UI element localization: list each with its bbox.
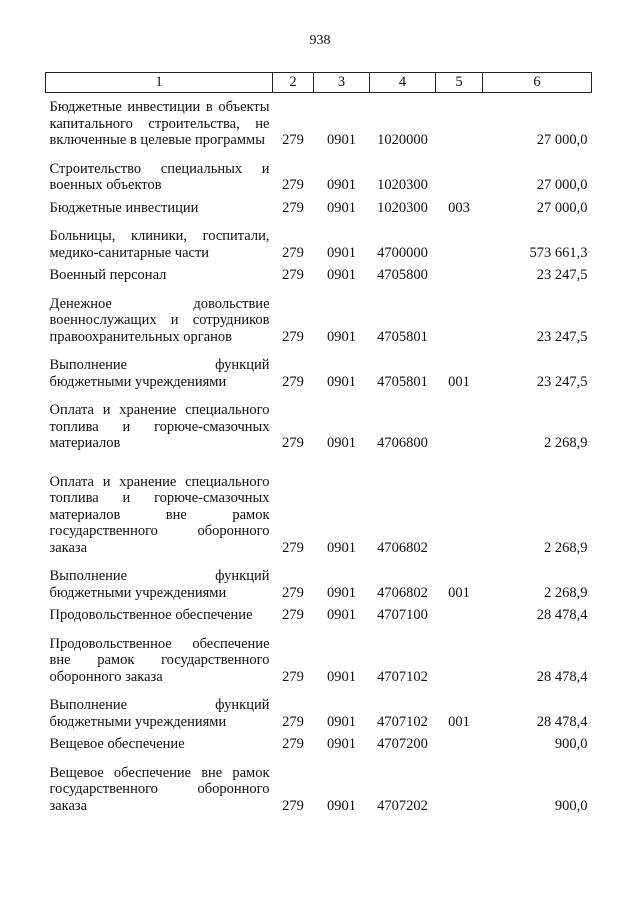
row-section: 0901 (327, 539, 356, 556)
row-expense-type (436, 93, 483, 149)
row-name: Военный персонал (49, 267, 167, 283)
table-row (46, 216, 592, 261)
row-name: Оплата и хранение специального топлива и горюче-смазочных материалов вне рамок государственного оборонного заказа (49, 473, 270, 556)
table-row (46, 390, 592, 452)
row-code: 279 (282, 267, 304, 283)
table-row (46, 194, 592, 217)
row-section: 0901 (327, 736, 356, 752)
column-header-5: 5 (436, 73, 483, 93)
row-amount: 23 247,5 (536, 328, 588, 345)
row-expense-type: 001 (448, 713, 470, 730)
row-target: 1020300 (377, 199, 428, 216)
row-amount: 28 478,4 (536, 607, 588, 623)
row-amount: 27 000,0 (536, 177, 588, 193)
row-target: 4705801 (377, 328, 428, 345)
table-row (46, 149, 592, 194)
row-target: 4707100 (377, 607, 428, 623)
row-expense-type: 003 (448, 199, 470, 216)
table-row (46, 730, 592, 753)
table-row (46, 601, 592, 624)
row-name: Оплата и хранение специального топлива и горюче-смазочных материалов (49, 402, 270, 451)
column-header-2: 2 (273, 73, 314, 93)
row-amount: 573 661,3 (529, 244, 588, 261)
row-code: 279 (282, 668, 304, 685)
row-name: Строительство специальных и военных объектов (49, 160, 270, 193)
row-amount: 2 268,9 (544, 584, 588, 601)
row-section: 0901 (327, 177, 356, 193)
row-amount: 23 247,5 (536, 267, 588, 283)
row-amount: 27 000,0 (536, 199, 588, 216)
table-row (46, 452, 592, 557)
column-header-4: 4 (370, 73, 436, 93)
row-section: 0901 (327, 373, 356, 390)
table-row (46, 345, 592, 390)
table-row (46, 624, 592, 686)
row-expense-type (436, 149, 483, 194)
row-target: 1020300 (377, 177, 428, 193)
column-header-3: 3 (314, 73, 370, 93)
row-expense-type (436, 261, 483, 284)
row-code: 279 (282, 713, 304, 730)
row-name: Выполнение функций бюджетными учреждениями (49, 697, 270, 730)
row-code: 279 (282, 328, 304, 345)
row-section: 0901 (327, 584, 356, 601)
row-code: 279 (282, 736, 304, 752)
row-code: 279 (282, 244, 304, 261)
row-amount: 28 478,4 (536, 713, 588, 730)
row-expense-type: 001 (448, 373, 470, 390)
row-name: Бюджетные инвестиции (49, 199, 199, 216)
row-target: 4707102 (377, 713, 428, 730)
row-target: 1020000 (377, 132, 428, 148)
row-expense-type (436, 284, 483, 346)
row-code: 279 (282, 199, 304, 216)
row-section: 0901 (327, 797, 356, 814)
row-amount: 2 268,9 (544, 435, 588, 451)
row-expense-type (436, 753, 483, 815)
row-section: 0901 (327, 199, 356, 216)
row-section: 0901 (327, 328, 356, 345)
column-header-6: 6 (483, 73, 592, 93)
row-expense-type (436, 452, 483, 557)
row-section: 0901 (327, 435, 356, 451)
row-name: Продовольственное обеспечение (49, 607, 253, 623)
table-row (46, 93, 592, 149)
row-section: 0901 (327, 267, 356, 283)
row-name: Вещевое обеспечение (49, 736, 185, 752)
row-section: 0901 (327, 607, 356, 623)
row-section: 0901 (327, 668, 356, 685)
row-code: 279 (282, 132, 304, 148)
header-row (46, 73, 592, 93)
row-code: 279 (282, 797, 304, 814)
row-section: 0901 (327, 244, 356, 261)
row-name: Больницы, клиники, госпитали, медико-санитарные части (49, 228, 270, 261)
table-row (46, 685, 592, 730)
row-code: 279 (282, 435, 304, 451)
row-target: 4706802 (377, 539, 428, 556)
row-name: Денежное довольствие военнослужащих и сотрудников правоохранительных органов (49, 295, 270, 345)
row-amount: 900,0 (554, 736, 588, 752)
row-code: 279 (282, 539, 304, 556)
row-expense-type: 001 (448, 584, 470, 601)
page-number: 938 (309, 33, 331, 48)
table-row (46, 556, 592, 601)
table-row (46, 261, 592, 284)
row-amount: 23 247,5 (536, 373, 588, 390)
row-code: 279 (282, 607, 304, 623)
budget-table (45, 72, 592, 814)
row-section: 0901 (327, 132, 356, 148)
column-header-1: 1 (46, 73, 273, 93)
table-row (46, 753, 592, 815)
row-expense-type (436, 624, 483, 686)
row-code: 279 (282, 584, 304, 601)
row-section: 0901 (327, 713, 356, 730)
row-target: 4705800 (377, 267, 428, 283)
row-code: 279 (282, 373, 304, 390)
table-row (46, 284, 592, 346)
row-amount: 28 478,4 (536, 668, 588, 685)
row-target: 4707102 (377, 668, 428, 685)
row-target: 4707200 (377, 736, 428, 752)
row-code: 279 (282, 177, 304, 193)
row-amount: 27 000,0 (536, 132, 588, 148)
row-amount: 900,0 (554, 797, 588, 814)
row-expense-type (436, 390, 483, 452)
row-expense-type (436, 601, 483, 624)
row-target: 4707202 (377, 797, 428, 814)
row-target: 4700000 (377, 244, 428, 261)
row-expense-type (436, 216, 483, 261)
row-amount: 2 268,9 (544, 539, 588, 556)
row-name: Выполнение функций бюджетными учреждениями (49, 568, 270, 601)
row-target: 4706802 (377, 584, 428, 601)
row-name: Вещевое обеспечение вне рамок государственного оборонного заказа (49, 764, 270, 814)
row-name: Выполнение функций бюджетными учреждениями (49, 357, 270, 390)
row-name: Продовольственное обеспечение вне рамок государственного оборонного заказа (49, 635, 270, 685)
row-target: 4706800 (377, 435, 428, 451)
row-name: Бюджетные инвестиции в объекты капитального строительства, не включенные в целевые программы (49, 99, 270, 148)
row-target: 4705801 (377, 373, 428, 390)
row-expense-type (436, 730, 483, 753)
